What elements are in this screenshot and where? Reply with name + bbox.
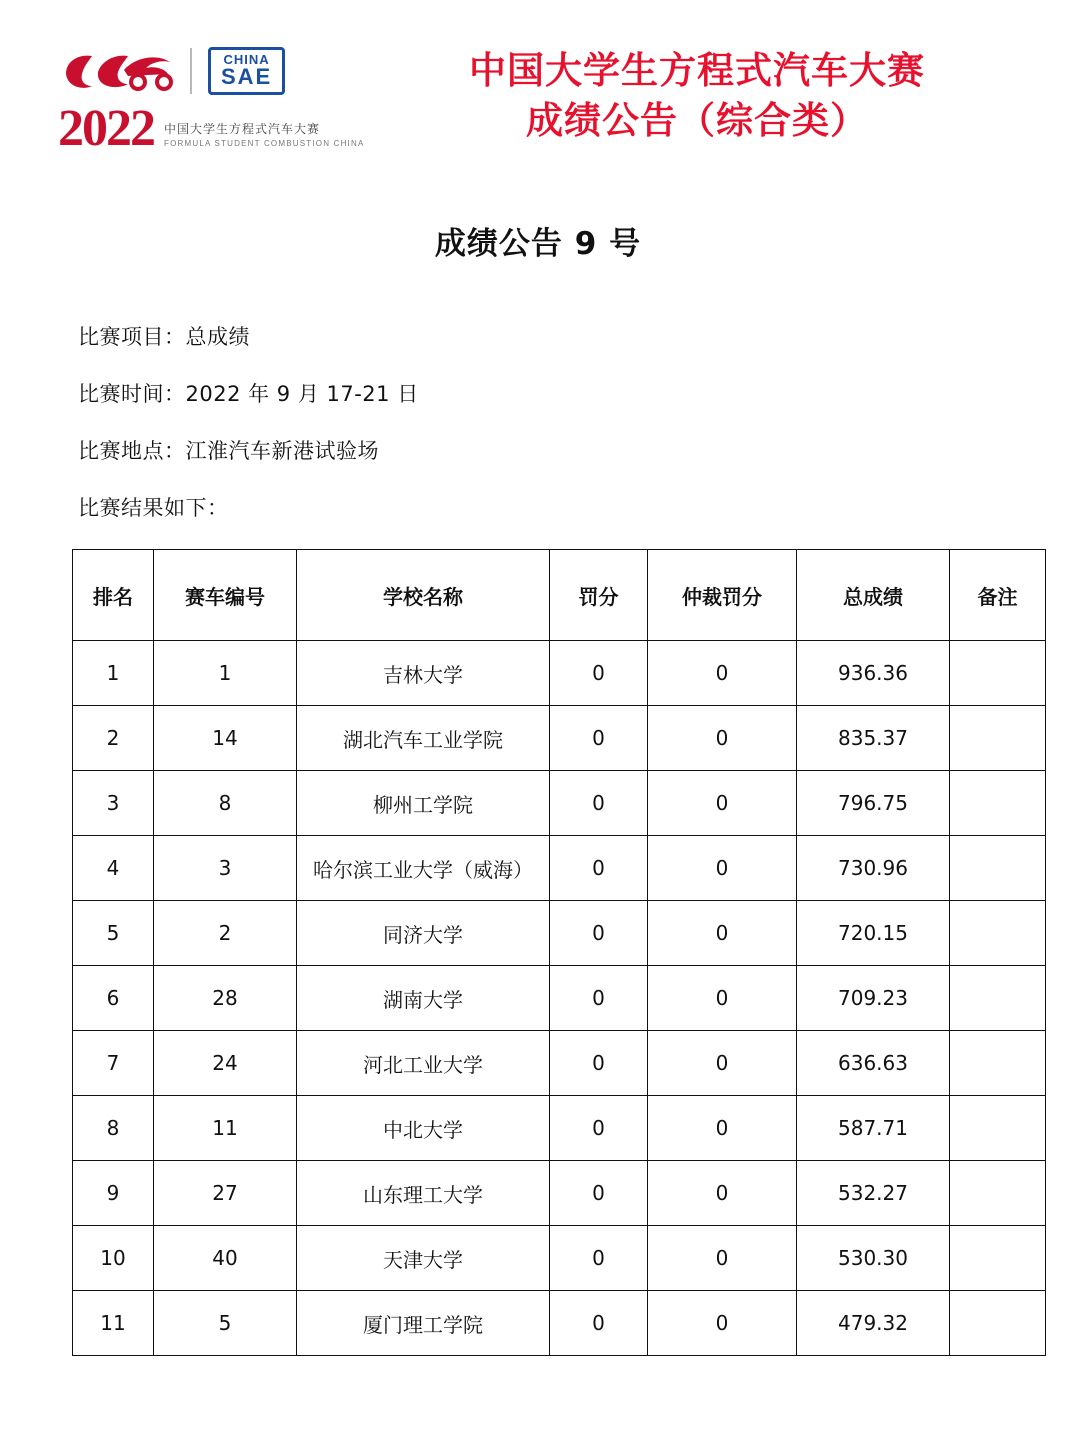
- cell-penalty: 0: [550, 966, 648, 1031]
- cell-car-number: 11: [154, 1096, 297, 1161]
- meta-date: 比赛时间：2022 年 9 月 17-21 日: [78, 382, 419, 406]
- sae-line-1: CHINA: [223, 52, 270, 67]
- column-header-arbitration: 仲裁罚分: [648, 550, 797, 641]
- cell-arbitration: 0: [648, 1031, 797, 1096]
- cell-car-number: 40: [154, 1226, 297, 1291]
- cell-total: 479.32: [797, 1291, 950, 1356]
- cell-car-number: 28: [154, 966, 297, 1031]
- cell-total: 709.23: [797, 966, 950, 1031]
- cell-penalty: 0: [550, 771, 648, 836]
- column-header-note: 备注: [950, 550, 1046, 641]
- cell-rank: 5: [73, 901, 154, 966]
- cell-rank: 2: [73, 706, 154, 771]
- cell-total: 796.75: [797, 771, 950, 836]
- table-row: [73, 706, 1046, 771]
- cell-note: [950, 1031, 1046, 1096]
- meta-event: 比赛项目：总成绩: [78, 325, 250, 349]
- cell-note: [950, 836, 1046, 901]
- page-title: 成绩公告 9 号: [434, 226, 642, 262]
- cell-school: 哈尔滨工业大学（威海）: [297, 836, 550, 901]
- cell-note: [950, 1226, 1046, 1291]
- cell-total: 530.30: [797, 1226, 950, 1291]
- cfc-car-icon: [58, 44, 178, 98]
- logo-bottom-row: [58, 100, 365, 157]
- table-row: [73, 1031, 1046, 1096]
- cell-total: 720.15: [797, 901, 950, 966]
- cell-arbitration: 0: [648, 1291, 797, 1356]
- cell-rank: 6: [73, 966, 154, 1031]
- table-row: [73, 836, 1046, 901]
- cell-note: [950, 1291, 1046, 1356]
- logo-subtitle: [164, 120, 365, 153]
- logo-subtitle-en: FORMULA STUDENT COMBUSTION CHINA: [164, 139, 365, 149]
- cell-penalty: 0: [550, 641, 648, 706]
- cell-note: [950, 1161, 1046, 1226]
- cell-car-number: 14: [154, 706, 297, 771]
- results-table: [72, 549, 1046, 1356]
- cell-arbitration: 0: [648, 836, 797, 901]
- event-logo: [58, 42, 378, 157]
- cell-car-number: 24: [154, 1031, 297, 1096]
- table-row: [73, 1291, 1046, 1356]
- document-meta: [78, 321, 1076, 522]
- cell-rank: 11: [73, 1291, 154, 1356]
- cell-arbitration: 0: [648, 706, 797, 771]
- column-header-total: 总成绩: [797, 550, 950, 641]
- cell-total: 936.36: [797, 641, 950, 706]
- table-row: [73, 641, 1046, 706]
- cell-car-number: 8: [154, 771, 297, 836]
- table-row: [73, 1096, 1046, 1161]
- cell-school: 湖南大学: [297, 966, 550, 1031]
- cell-arbitration: 0: [648, 966, 797, 1031]
- logo-divider: [190, 48, 192, 94]
- column-header-rank: 排名: [73, 550, 154, 641]
- cell-car-number: 3: [154, 836, 297, 901]
- table-row: [73, 771, 1046, 836]
- cell-arbitration: 0: [648, 641, 797, 706]
- logo-year: 2022: [58, 100, 154, 157]
- logo-top-row: [58, 42, 285, 100]
- cell-total: 532.27: [797, 1161, 950, 1226]
- cell-penalty: 0: [550, 706, 648, 771]
- cell-rank: 4: [73, 836, 154, 901]
- cell-note: [950, 641, 1046, 706]
- meta-location: 比赛地点：江淮汽车新港试验场: [78, 439, 379, 463]
- sae-line-2: SAE: [221, 64, 273, 89]
- meta-results-label: 比赛结果如下：: [78, 496, 229, 520]
- cell-school: 同济大学: [297, 901, 550, 966]
- cell-arbitration: 0: [648, 1096, 797, 1161]
- cell-total: 636.63: [797, 1031, 950, 1096]
- header-title-line-2: 成绩公告（综合类）: [526, 98, 868, 142]
- column-header-school: 学校名称: [297, 550, 550, 641]
- results-table-head: [73, 550, 1046, 641]
- cell-school: 河北工业大学: [297, 1031, 550, 1096]
- cell-note: [950, 771, 1046, 836]
- cell-school: 湖北汽车工业学院: [297, 706, 550, 771]
- table-row: [73, 1226, 1046, 1291]
- cell-car-number: 1: [154, 641, 297, 706]
- cell-rank: 1: [73, 641, 154, 706]
- cell-penalty: 0: [550, 1291, 648, 1356]
- cell-total: 587.71: [797, 1096, 950, 1161]
- table-header-row: [73, 550, 1046, 641]
- table-row: [73, 966, 1046, 1031]
- cell-school: 厦门理工学院: [297, 1291, 550, 1356]
- cell-rank: 8: [73, 1096, 154, 1161]
- cell-penalty: 0: [550, 1226, 648, 1291]
- cell-arbitration: 0: [648, 1161, 797, 1226]
- cell-penalty: 0: [550, 901, 648, 966]
- cell-school: 中北大学: [297, 1096, 550, 1161]
- cell-car-number: 2: [154, 901, 297, 966]
- table-row: [73, 901, 1046, 966]
- cell-penalty: 0: [550, 1161, 648, 1226]
- cell-school: 天津大学: [297, 1226, 550, 1291]
- results-table-container: [72, 549, 1018, 1356]
- cell-rank: 3: [73, 771, 154, 836]
- cell-penalty: 0: [550, 1096, 648, 1161]
- results-table-body: [73, 641, 1046, 1356]
- cell-total: 730.96: [797, 836, 950, 901]
- header-title: [378, 42, 1046, 146]
- cell-note: [950, 706, 1046, 771]
- cell-car-number: 27: [154, 1161, 297, 1226]
- cell-rank: 7: [73, 1031, 154, 1096]
- table-row: [73, 1161, 1046, 1226]
- cell-arbitration: 0: [648, 1226, 797, 1291]
- cell-rank: 9: [73, 1161, 154, 1226]
- cell-car-number: 5: [154, 1291, 297, 1356]
- cell-penalty: 0: [550, 1031, 648, 1096]
- logo-subtitle-cn: 中国大学生方程式汽车大赛: [164, 122, 321, 137]
- document-header: [0, 0, 1076, 157]
- cell-rank: 10: [73, 1226, 154, 1291]
- cell-note: [950, 901, 1046, 966]
- cell-school: 柳州工学院: [297, 771, 550, 836]
- cell-arbitration: 0: [648, 901, 797, 966]
- cell-school: 山东理工大学: [297, 1161, 550, 1226]
- cell-note: [950, 966, 1046, 1031]
- cell-note: [950, 1096, 1046, 1161]
- cell-penalty: 0: [550, 836, 648, 901]
- cell-total: 835.37: [797, 706, 950, 771]
- cell-school: 吉林大学: [297, 641, 550, 706]
- column-header-penalty: 罚分: [550, 550, 648, 641]
- cell-arbitration: 0: [648, 771, 797, 836]
- column-header-car-number: 赛车编号: [154, 550, 297, 641]
- header-title-line-1: 中国大学生方程式汽车大赛: [469, 49, 925, 92]
- china-sae-logo: [208, 47, 285, 95]
